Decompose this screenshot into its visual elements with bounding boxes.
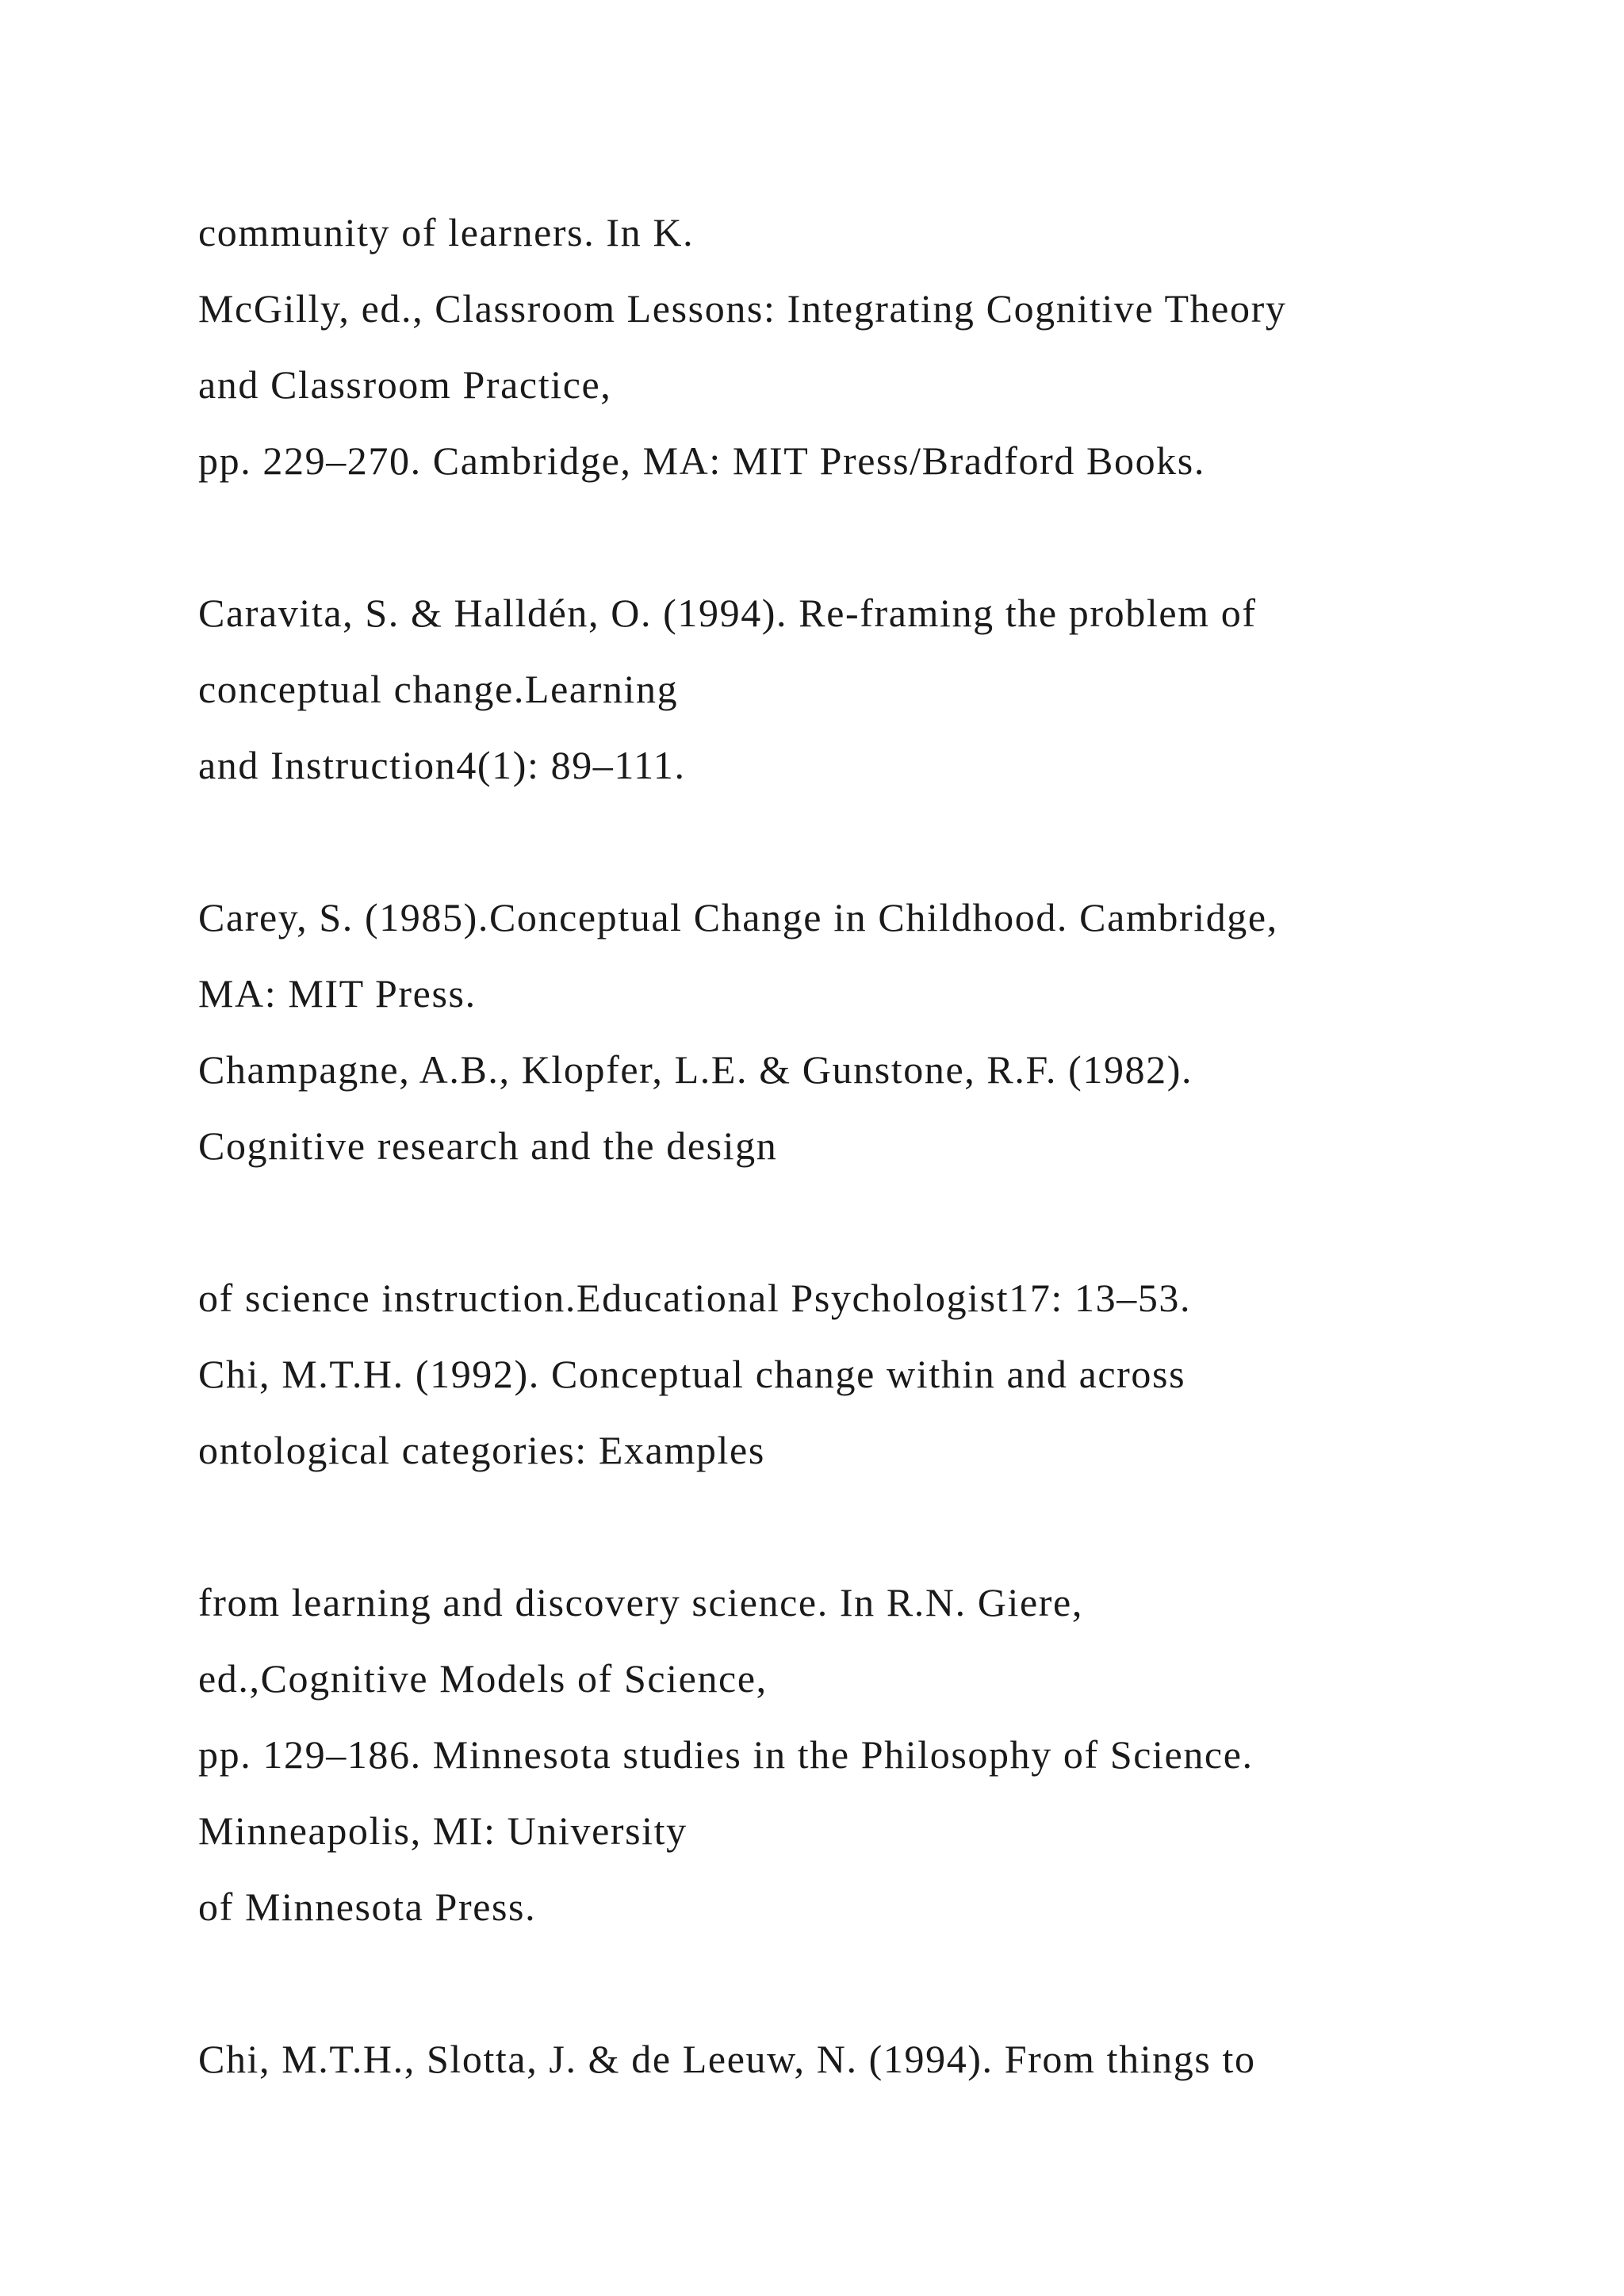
- text-line: and Instruction4(1): 89–111.: [198, 743, 686, 787]
- text-line: McGilly, ed., Classroom Lessons: Integrating Cognitive Theory: [198, 286, 1287, 331]
- text-line: and Classroom Practice,: [198, 362, 612, 407]
- text-line: of science instruction.Educational Psychologist17: 13–53.: [198, 1276, 1192, 1320]
- text-line: Carey, S. (1985).Conceptual Change in Childhood. Cambridge,: [198, 895, 1278, 939]
- text-line: Chi, M.T.H., Slotta, J. & de Leeuw, N. (1994). From things to: [198, 2037, 1256, 2081]
- blank-line: [198, 1488, 1546, 1564]
- text-line: ontological categories: Examples: [198, 1428, 765, 1472]
- text-line: Caravita, S. & Halldén, O. (1994). Re-framing the problem of: [198, 591, 1257, 635]
- text-line: from learning and discovery science. In R.N. Giere,: [198, 1580, 1083, 1624]
- text-line: of Minnesota Press.: [198, 1885, 537, 1929]
- text-line: MA: MIT Press.: [198, 971, 477, 1016]
- text-line: ed.,Cognitive Models of Science,: [198, 1656, 768, 1701]
- text-line: Chi, M.T.H. (1992). Conceptual change within and across: [198, 1352, 1186, 1396]
- blank-line: [198, 1184, 1546, 1260]
- text-line: Minneapolis, MI: University: [198, 1808, 688, 1853]
- text-line: Cognitive research and the design: [198, 1123, 778, 1168]
- text-line: pp. 129–186. Minnesota studies in the Philosophy of Science.: [198, 1732, 1254, 1777]
- blank-line: [198, 1945, 1546, 2021]
- blank-line: [198, 499, 1546, 575]
- references-text: [198, 194, 1546, 2097]
- text-line: pp. 229–270. Cambridge, MA: MIT Press/Bradford Books.: [198, 438, 1205, 483]
- text-line: community of learners. In K.: [198, 210, 695, 254]
- text-line: conceptual change.Learning: [198, 667, 679, 711]
- text-line: Champagne, A.B., Klopfer, L.E. & Gunstone, R.F. (1982).: [198, 1047, 1193, 1092]
- blank-line: [198, 803, 1546, 879]
